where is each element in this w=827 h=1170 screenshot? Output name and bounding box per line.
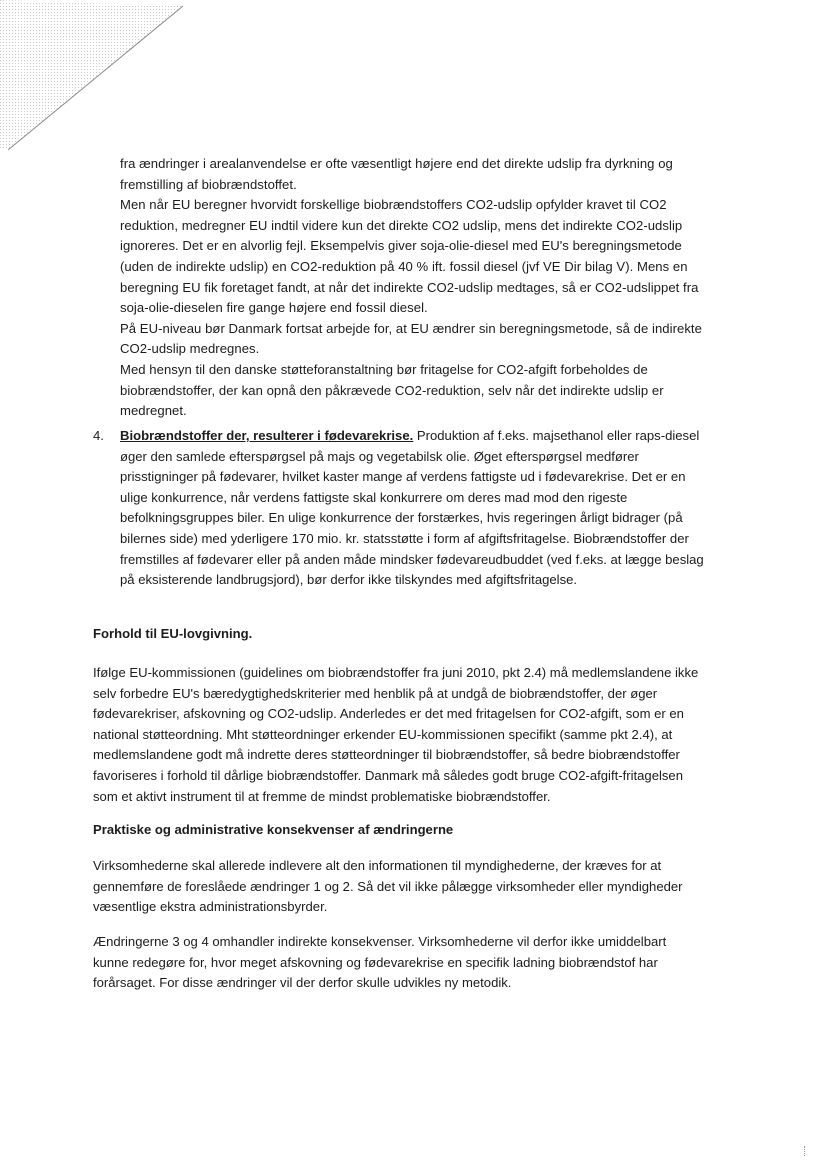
text-line: fødevarekriser, afskovning og CO2-udslip. Anderledes er det med fritagelsen for CO2-afgift, som er en [93,706,684,722]
text-line: bilernes side) med yderligere 170 mio. kr. statsstøtte i form af afgiftsfritagelse. Biobrændstoffer der [120,530,689,546]
continuation-text [120,154,702,422]
text-line: som et aktivt instrument til at fremme de mindst problematiske biobrændstoffer. [93,788,551,804]
text-line: gennemføre de foreslåede ændringer 1 og 2. Så det vil ikke pålægge virksomheder eller myndigheder [93,878,683,894]
text-line: prisstigninger på fødevarer, hvilket kaster mange af verdens fattigste ud i fødevarekrise. Det er en [120,469,686,485]
text-line: reduktion, medregner EU indtil videre kun det direkte CO2 udslip, mens det indirekte CO2-udslip [120,217,683,233]
section-heading-eu: Forhold til EU-lovgivning. [93,626,253,641]
text-line: på eksisterende landbrugsjord), bør derfor ikke tilskyndes med afgiftsfritagelse. [120,572,578,588]
text-line: Ændringerne 3 og 4 omhandler indirekte konsekvenser. Virksomhederne vil derfor ikke umiddelbart [93,934,667,949]
paragraph-admin-2 [93,932,666,994]
text-line: fremstilling af biobrændstoffet. [120,176,297,192]
text-line: På EU-niveau bør Danmark fortsat arbejde for, at EU ændrer sin beregningsmetode, så de indirekte [120,320,702,336]
section-heading-admin: Praktiske og administrative konsekvenser af ændringerne [93,822,454,837]
page-corner-fold [0,0,185,155]
text-line: national støtteordning. Mht støtteordninger erkender EU-kommissionen specifikt (samme pkt 2.4), at [93,726,673,742]
list-item-body [120,426,704,591]
text-line: Med hensyn til den danske støtteforanstaltning bør fritagelse for CO2-afgift forbeholdes de [120,361,648,377]
paragraph-eu [93,663,698,807]
text-line: fra ændringer i arealanvendelse er ofte væsentligt højere end det direkte udslip fra dyrkning og [120,156,673,171]
scan-mark [804,1146,809,1156]
text-line: CO2-udslip medregnes. [120,341,260,357]
list-item-first-line [120,426,704,447]
text-line: væsentlige ekstra administrationsbyrder. [93,899,328,915]
text-line: forårsaget. For disse ændringer vil der derfor skulle udvikles ny metodik. [93,975,512,991]
text-line: fremstilles af fødevarer eller på anden måde mindsker fødevareudbuddet (ved f.eks. at lægge beslag [120,551,704,567]
text-line: medlemslandene godt må indrette deres støtteordninger til biobrændstoffer, så bedre biobrændstoffer [93,747,680,763]
paragraph-admin-1 [93,856,683,918]
text-line: biobrændstoffer, der kan opnå den påkrævede CO2-reduktion, selv når det indirekte udslip er [120,382,664,398]
text-line: befolkningsgruppes biler. En ulige konkurrence der forstærkes, hvis regeringen årligt bidrager (på [120,510,683,526]
text-line: Virksomhederne skal allerede indlevere alt den informationen til myndighederne, der kræves for at [93,858,662,873]
text-line: øger den samlede efterspørgsel på majs og vegetabilsk olie. Øget efterspørgsel medfører [120,448,639,464]
text-line: favoriseres i forhold til dårlige biobrændstoffer. Danmark må således godt bruge CO2-afgift-fritagelsen [93,767,683,783]
text-line: Ifølge EU-kommissionen (guidelines om biobrændstoffer fra juni 2010, pkt 2.4) må medlemslandene ikke [93,665,699,680]
text-line: (uden de indirekte udslip) en CO2-reduktion på 40 % ift. fossil diesel (jvf VE Dir bilag V). Mens en [120,258,688,274]
text-line: ulige konkurrence, når verdens fattigste skal konkurrere om deres mad mod den rigeste [120,489,628,505]
text-line: Men når EU beregner hvorvidt forskellige biobrændstoffers CO2-udslip opfylder kravet til CO2 [120,197,667,213]
list-item-first-line-text: Produktion af f.eks. majsethanol eller raps-diesel [413,428,700,443]
text-line: ignoreres. Det er en alvorlig fejl. Eksempelvis giver soja-olie-diesel med EU's beregningsmetode [120,238,682,254]
list-item-title: Biobrændstoffer der, resulterer i fødevarekrise. [120,428,414,443]
text-line: soja-olie-dieselen fire gange højere end fossil diesel. [120,300,428,316]
text-line: beregning EU fik foretaget fandt, at når det indirekte CO2-udslip medtages, så er CO2-udslippet fra [120,279,699,295]
list-number: 4. [93,428,104,443]
text-line: kunne redegøre for, hvor meget afskovning og fødevarekrise en specifik ladning biobrændstof har [93,954,658,970]
text-line: selv forbedre EU's bæredygtighedskriterier med henblik på at undgå de biobrændstoffer, der øger [93,685,658,701]
text-line: medregnet. [120,403,187,419]
